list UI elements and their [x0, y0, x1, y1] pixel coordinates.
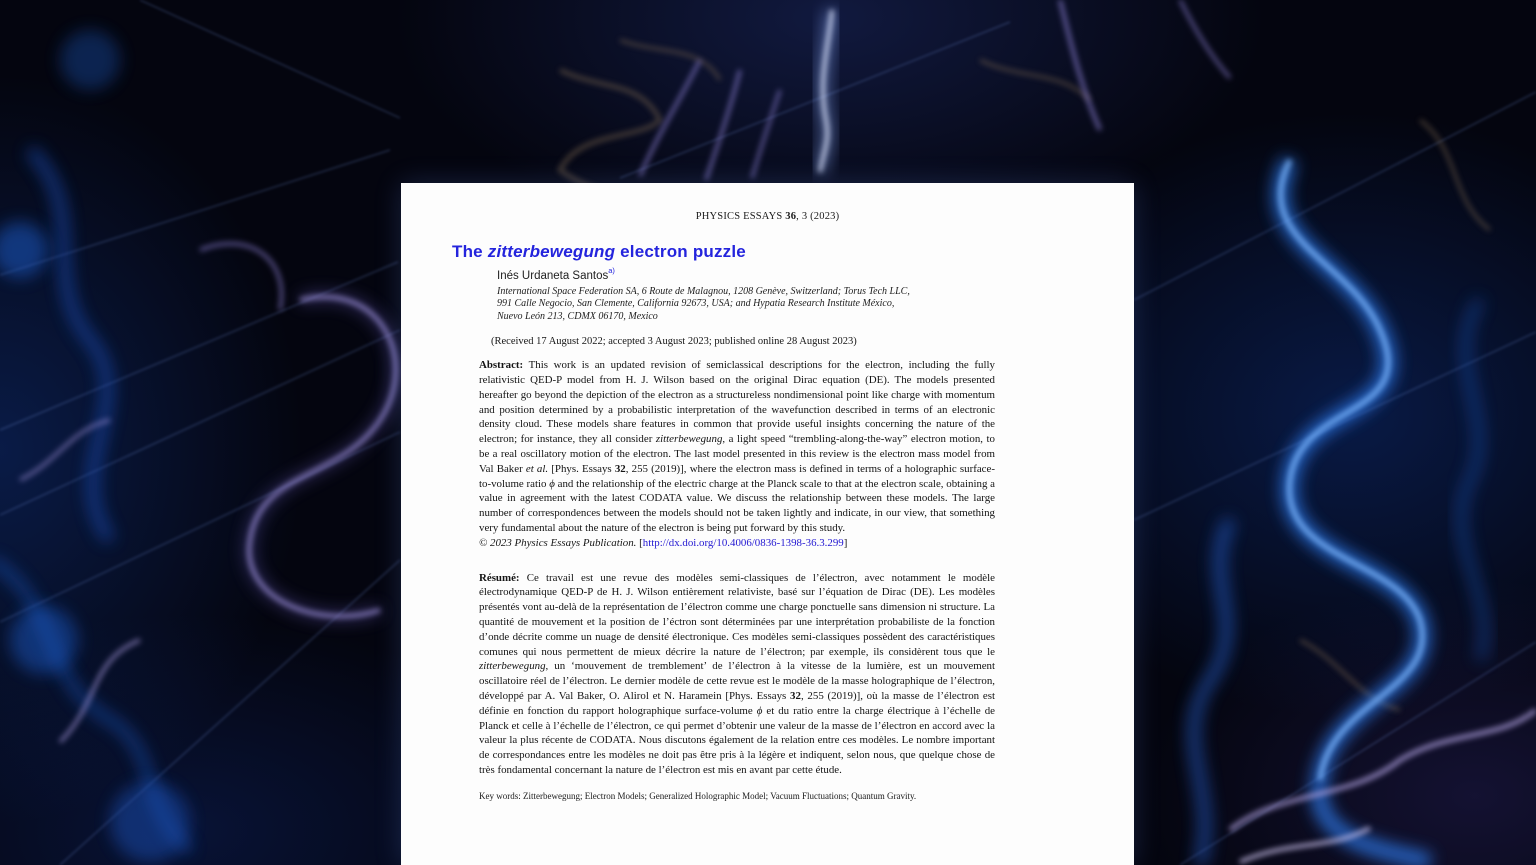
- text-segment: Ce travail est une revue des modèles semi-classiques de l’électron, avec notamment le modèle électrodynamique QED-P de H. J. Wilson entièrement relativiste, basé sur l’équation de Dirac (DE). Les modèles présentés vont au-delà de la représentation de l’électron comme une charge ponctuelle sans dimension ni structure. La quantité de mouvement et la position de l’éctron sont déterminées par une interprétation probabiliste de la fonction d’onde décrite comme un nuage de densité électronique. Ces modèles semi-classiques possèdent des caractéristiques comunes qui nous permettent de mieux décrire la nature de l’électron; par exemple, ils considèrent tous que le: [479, 571, 995, 658]
- text-segment: et al.: [525, 462, 549, 475]
- text-segment: PHYSICS ESSAYS: [695, 211, 786, 222]
- text-segment: , 255 (2019)], where the electron mass is defined in terms of a holographic surface-to-volume ratio: [479, 462, 995, 490]
- text-segment: This work is an updated revision of semiclassical descriptions for the electron, including the fully relativistic QED-P model from H. J. Wilson based on the original Dirac equation (DE). The models presented hereafter go beyond the depiction of the electron as a structureless nondimensional point like charge with momentum and position determined by a probabilistic interpretation of the wavefunction described in terms of an electronic density cloud. These models share features in common that provide useful insights concerning the nature of the electron; for instance, they all consider: [479, 359, 995, 446]
- text-segment: 32: [790, 689, 801, 702]
- text-segment: © 2023 Physics Essays Publication.: [479, 536, 637, 549]
- keywords-line: Key words: Zitterbewegung; Electron Models; Generalized Holographic Model; Vacuum Fluctuations; Quantum Gravity.: [479, 790, 917, 801]
- text-segment: ϕ: [549, 477, 555, 490]
- resume-paragraph: [479, 571, 995, 778]
- author-affiliation: [497, 286, 1134, 323]
- text-segment: ]: [843, 536, 848, 549]
- text-segment: 32: [614, 462, 626, 475]
- text-segment: electron puzzle: [615, 242, 746, 261]
- left-blue-filaments: [0, 30, 190, 862]
- text-segment: [Phys. Essays: [548, 462, 615, 475]
- text-segment: 36: [785, 211, 797, 222]
- abstract-paragraph: [479, 358, 995, 536]
- affiliation-line-2: 991 Calle Negocio, San Clemente, California 92673, USA; and Hypatia Research Institute México,: [497, 298, 895, 310]
- text-segment: zitterbewegung: [487, 242, 616, 261]
- page-title: [452, 242, 1134, 262]
- text-segment: and the relationship of the electric charge at the Planck scale to that at the electron scale, obtaining a value in agreement with the latest CODATA value. We discuss the relationship between these models. The large number of correspondences between the models should not be taken lightly and indicate, in our view, that something very fundamental about the nature of the electron is being put forward by this study.: [479, 477, 995, 534]
- text-segment: , un ‘mouvement de tremblement’ de l’électron à la vitesse de la lumière, est un mouvement oscillatoire réel de l’électron. Le dernier modèle de cette revue est le modèle de la masse holographique de l’électron, développé par A. Val Baker, O. Alirol et N. Haramein [Phys. Essays: [479, 660, 995, 702]
- right-blue-tangle: [1194, 160, 1484, 865]
- text-segment: et du ratio entre la charge électrique à l’échelle de Planck et celle à l’échelle de l’électron, ce qui permet d’obtenir une valeur de la masse de l’électron en accord avec la valeur la plus récente de CODATA. Nous discutons également de la relation entre ces modèles. Le nombre important de correspondances entre les modèles ne doit pas être pris à la légère et indiquent, selon nous, que quelque chose de très fondamental concernant la nature de l’électron est mis en avant par cette étude.: [479, 704, 995, 776]
- text-segment: [: [636, 536, 643, 549]
- text-segment: Inés Urdaneta Santos: [497, 270, 609, 282]
- text-segment: a): [608, 266, 615, 275]
- doi-link[interactable]: http://dx.doi.org/10.4006/0836-1398-36.3.299: [642, 536, 844, 549]
- affiliation-line-3: Nuevo León 213, CDMX 06170, Mexico: [497, 310, 658, 322]
- violet-feathers: [640, 0, 1230, 180]
- author-name: [497, 266, 1134, 283]
- text-segment: zitterbewegung: [479, 660, 546, 673]
- text-segment: Résumé:: [479, 571, 520, 584]
- text-segment: The: [452, 242, 488, 261]
- purple-curls: [200, 244, 396, 616]
- text-segment: zitterbewegung: [655, 433, 723, 446]
- affiliation-line-1: International Space Federation SA, 6 Route de Malagnou, 1208 Genève, Switzerland; Torus Tech LLC,: [497, 286, 910, 297]
- text-segment: ϕ: [756, 704, 763, 717]
- text-segment: , a light speed “trembling-along-the-way” electron motion, to be a real oscillatory motion of the electron. The last model presented in this review is the electron mass model from Val Baker: [479, 433, 995, 475]
- document-page: [401, 183, 1134, 865]
- text-segment: Abstract:: [479, 359, 524, 372]
- text-segment: , 3 (2023): [796, 211, 840, 222]
- text-segment: , 255 (2019)], où la masse de l’électron est définie en fonction du rapport holographique surface-volume: [479, 689, 995, 717]
- copyright-line: [479, 536, 995, 551]
- bright-streak: [820, 10, 832, 172]
- received-line: (Received 17 August 2022; accepted 3 August 2023; published online 28 August 2023): [491, 336, 857, 348]
- journal-header: [401, 210, 1134, 223]
